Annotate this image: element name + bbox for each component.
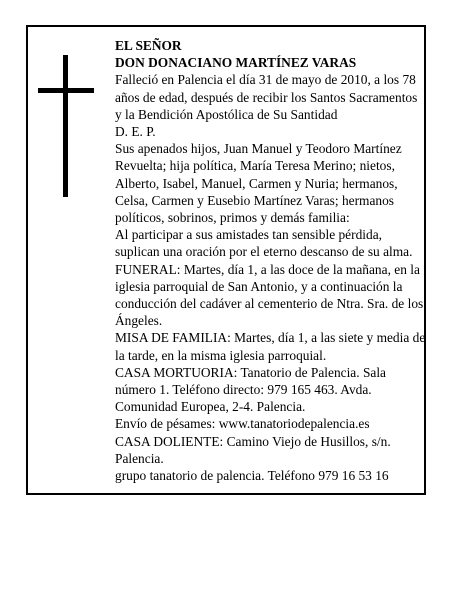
notice-heading-title: EL SEÑOR: [115, 38, 182, 53]
funeral-group-contact: grupo tanatorio de palencia. Teléfono 979 16 53 16: [115, 468, 389, 484]
death-announcement: Falleció en Palencia el día 31 de mayo de 2010, a los 78 años de edad, después de recibir los Santos Sacramentos y la Bendición Apostólica de Su Santidad: [115, 72, 418, 122]
funeral-home-details: CASA MORTUORIA: Tanatorio de Palencia. Sala número 1. Teléfono directo: 979 165 463. Avda. Comunidad Europea, 2-4. Palencia.: [115, 364, 386, 415]
condolences-website: Envío de pésames: www.tanatoriodepalencia.es: [115, 416, 370, 432]
deceased-name: DON DONACIANO MARTÍNEZ VARAS: [115, 55, 357, 71]
rip-line: D. E. P.: [115, 124, 156, 140]
funeral-details: FUNERAL: Martes, día 1, a las doce de la mañana, en la iglesia parroquial de San Antonio, y a continuación la conducción del cadáver al cementerio de Ntra. Sra. de los Ángeles.: [115, 261, 424, 329]
obituary-notice: [26, 25, 426, 495]
family-list: Sus apenados hijos, Juan Manuel y Teodoro Martínez Revuelta; hija política, María Teresa Merino; nietos, Alberto, Isabel, Manuel, Carmen y Nuria; hermanos, Celsa, Carmen y Eusebio Martínez Varas; hermanos políticos, sobrinos, primos y demás familia:: [115, 141, 402, 226]
cross-icon: [38, 55, 94, 197]
cross-horizontal-bar: [38, 88, 94, 93]
mourning-home-address: CASA DOLIENTE: Camino Viejo de Husillos, s/n. Palencia.: [115, 433, 391, 466]
prayer-request: Al participar a sus amistades tan sensible pérdida, suplican una oración por el eterno descanso de su alma.: [115, 227, 413, 260]
cross-vertical-bar: [63, 55, 68, 197]
notice-text: [115, 37, 427, 484]
family-mass-details: MISA DE FAMILIA: Martes, día 1, a las siete y media de la tarde, en la misma iglesia parroquial.: [115, 330, 426, 363]
